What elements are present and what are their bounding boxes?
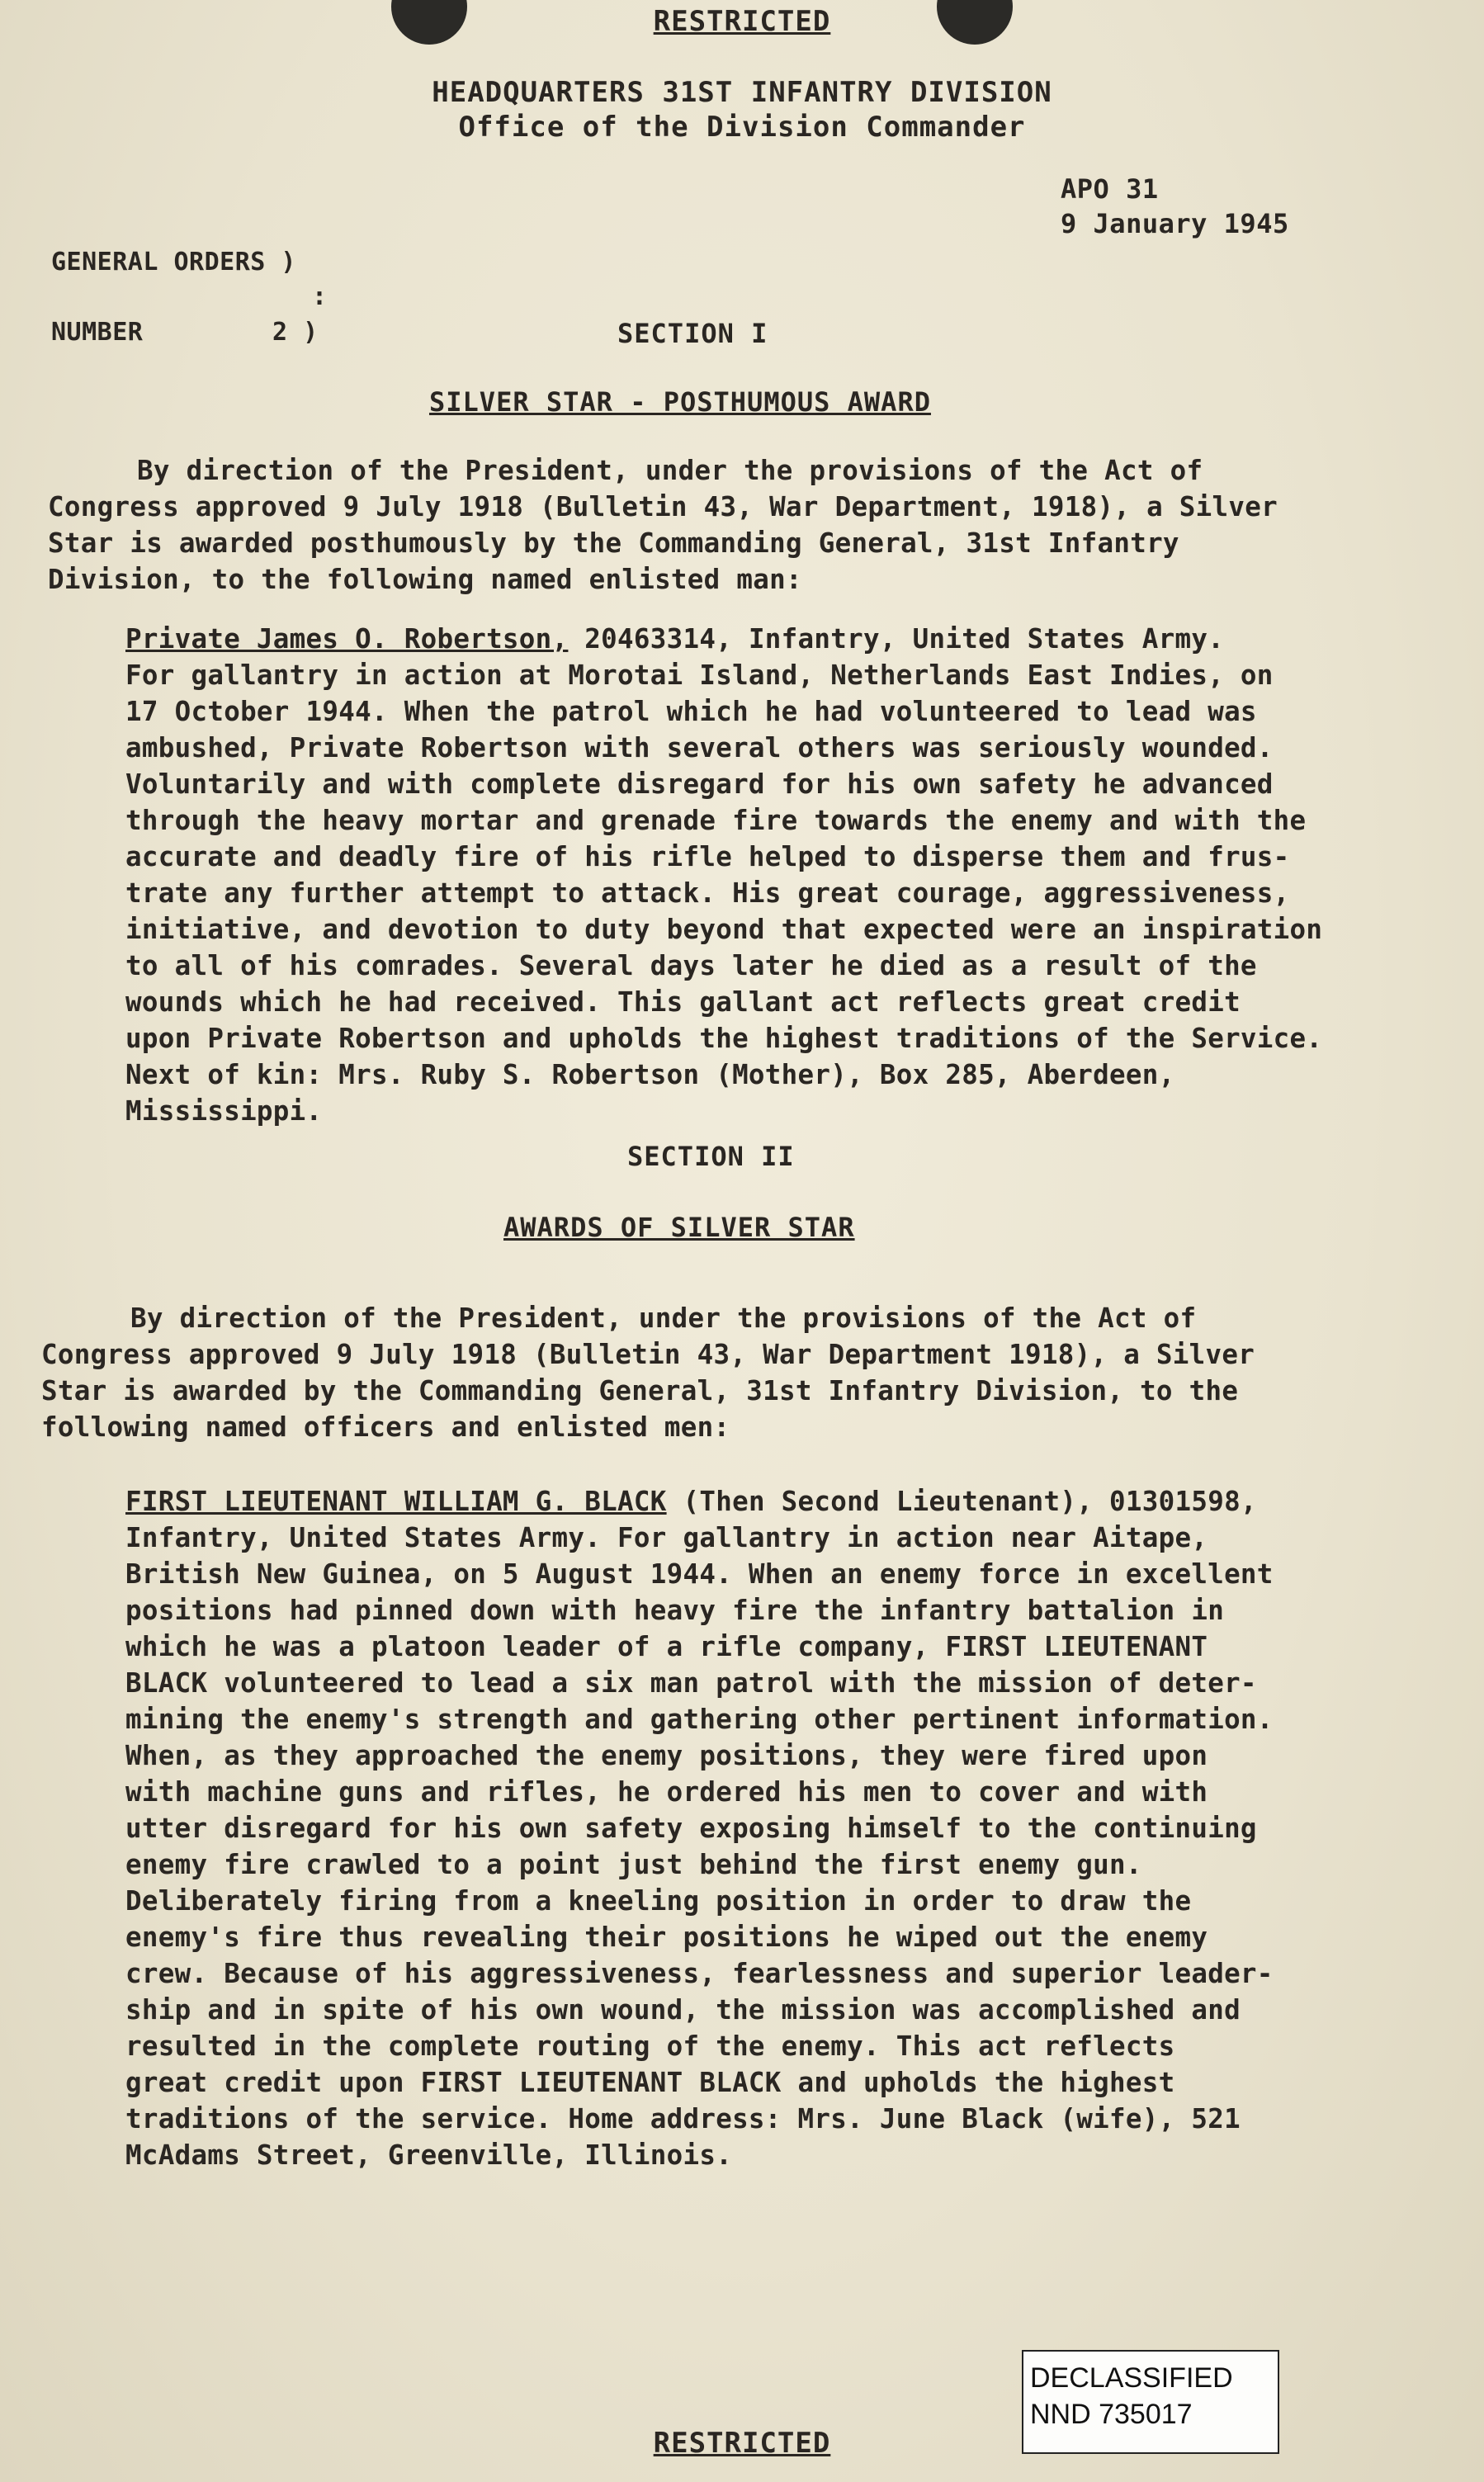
intro-line: By direction of the President, under the provisions of the Act of: [137, 455, 1203, 486]
apo-number: APO 31: [1061, 173, 1159, 205]
intro-line: Congress approved 9 July 1918 (Bulletin 43, War Department 1918), a Silver: [41, 1339, 1255, 1370]
citation-line: enemy fire crawled to a point just behind the first enemy gun.: [125, 1849, 1142, 1880]
citation-line: positions had pinned down with heavy fire the infantry battalion in: [125, 1595, 1225, 1626]
section-2-heading: SECTION II: [627, 1141, 795, 1172]
bracket-colon: :: [312, 282, 328, 311]
section-2-title: AWARDS OF SILVER STAR: [503, 1212, 855, 1243]
classification-bottom: RESTRICTED: [653, 2427, 831, 2460]
citation-line: enemy's fire thus revealing their positions he wiped out the enemy: [125, 1922, 1208, 1953]
citation-line: British New Guinea, on 5 August 1944. When an enemy force in excellent: [125, 1558, 1274, 1590]
citation-line: crew. Because of his aggressiveness, fearlessness and superior leader-: [125, 1958, 1274, 1989]
intro-line: following named officers and enlisted men:: [41, 1411, 730, 1443]
citation-line: Mississippi.: [125, 1095, 323, 1127]
recipient-name: Private James O. Robertson,: [125, 623, 569, 655]
citation-line: utter disregard for his own safety exposing himself to the continuing: [125, 1813, 1257, 1844]
declassified-label: DECLASSIFIED: [1030, 2362, 1233, 2394]
section-2-citation: [125, 1483, 1274, 2173]
citation-line: to all of his comrades. Several days later he died as a result of the: [125, 950, 1257, 981]
office-title: Office of the Division Commander: [458, 111, 1026, 144]
citation-line: When, as they approached the enemy positions, they were fired upon: [125, 1740, 1208, 1771]
citation-line: resulted in the complete routing of the enemy. This act reflects: [125, 2031, 1175, 2062]
general-orders-label: GENERAL ORDERS ): [51, 248, 296, 277]
declassified-authority: NND 735017: [1030, 2399, 1193, 2430]
citation-line: For gallantry in action at Morotai Island, Netherlands East Indies, on: [125, 660, 1274, 691]
order-date: 9 January 1945: [1061, 208, 1289, 239]
citation-line: Voluntarily and with complete disregard for his own safety he advanced: [125, 768, 1274, 800]
citation-line: which he was a platoon leader of a rifle company, FIRST LIEUTENANT: [125, 1631, 1208, 1662]
citation-line: BLACK volunteered to lead a six man patrol with the mission of deter-: [125, 1667, 1257, 1699]
citation-line: accurate and deadly fire of his rifle helped to disperse them and frus-: [125, 841, 1290, 872]
citation-line: Infantry, United States Army. For gallantry in action near Aitape,: [125, 1522, 1208, 1553]
citation-line: wounds which he had received. This gallant act reflects great credit: [125, 986, 1241, 1018]
citation-line: initiative, and devotion to duty beyond that expected were an inspiration: [125, 914, 1323, 945]
recipient-details: (Then Second Lieutenant), 01301598,: [666, 1486, 1257, 1517]
citation-line: with machine guns and rifles, he ordered his men to cover and with: [125, 1776, 1208, 1808]
number-value: 2 ): [272, 318, 319, 347]
intro-line: By direction of the President, under the provisions of the Act of: [130, 1302, 1197, 1334]
intro-line: Star is awarded posthumously by the Commanding General, 31st Infantry: [48, 527, 1179, 559]
recipient-name: FIRST LIEUTENANT WILLIAM G. BLACK: [125, 1486, 667, 1517]
section-2-intro: [41, 1300, 1255, 1445]
citation-line: upon Private Robertson and upholds the highest traditions of the Service.: [125, 1023, 1323, 1054]
number-label: NUMBER: [51, 318, 144, 347]
citation-line: traditions of the service. Home address: Mrs. June Black (wife), 521: [125, 2103, 1241, 2135]
section-1-intro: [48, 452, 1278, 598]
citation-line: mining the enemy's strength and gathering other pertinent information.: [125, 1704, 1274, 1735]
citation-first-line: [125, 621, 1322, 657]
citation-line: ambushed, Private Robertson with several others was seriously wounded.: [125, 732, 1274, 764]
citation-line: Next of kin: Mrs. Ruby S. Robertson (Mother), Box 285, Aberdeen,: [125, 1059, 1175, 1090]
citation-first-line: [125, 1483, 1274, 1520]
intro-line: Congress approved 9 July 1918 (Bulletin 43, War Department, 1918), a Silver: [48, 491, 1278, 522]
citation-line: ship and in spite of his own wound, the mission was accomplished and: [125, 1994, 1241, 2026]
citation-line: McAdams Street, Greenville, Illinois.: [125, 2139, 733, 2171]
intro-line: Star is awarded by the Commanding General, 31st Infantry Division, to the: [41, 1375, 1239, 1406]
recipient-details: 20463314, Infantry, United States Army.: [568, 623, 1225, 655]
section-1-heading: SECTION I: [617, 318, 768, 349]
citation-line: 17 October 1944. When the patrol which he had volunteered to lead was: [125, 696, 1257, 727]
classification-top: RESTRICTED: [653, 5, 831, 38]
headquarters-title: HEADQUARTERS 31ST INFANTRY DIVISION: [432, 76, 1052, 109]
citation-line: Deliberately firing from a kneeling position in order to draw the: [125, 1885, 1192, 1917]
citation-line: trate any further attempt to attack. His great courage, aggressiveness,: [125, 877, 1290, 909]
intro-line: Division, to the following named enlisted man:: [48, 564, 802, 595]
citation-line: through the heavy mortar and grenade fire towards the enemy and with the: [125, 805, 1307, 836]
section-1-title: SILVER STAR - POSTHUMOUS AWARD: [429, 386, 931, 418]
citation-line: great credit upon FIRST LIEUTENANT BLACK and upholds the highest: [125, 2067, 1175, 2098]
section-1-citation: [125, 621, 1322, 1129]
